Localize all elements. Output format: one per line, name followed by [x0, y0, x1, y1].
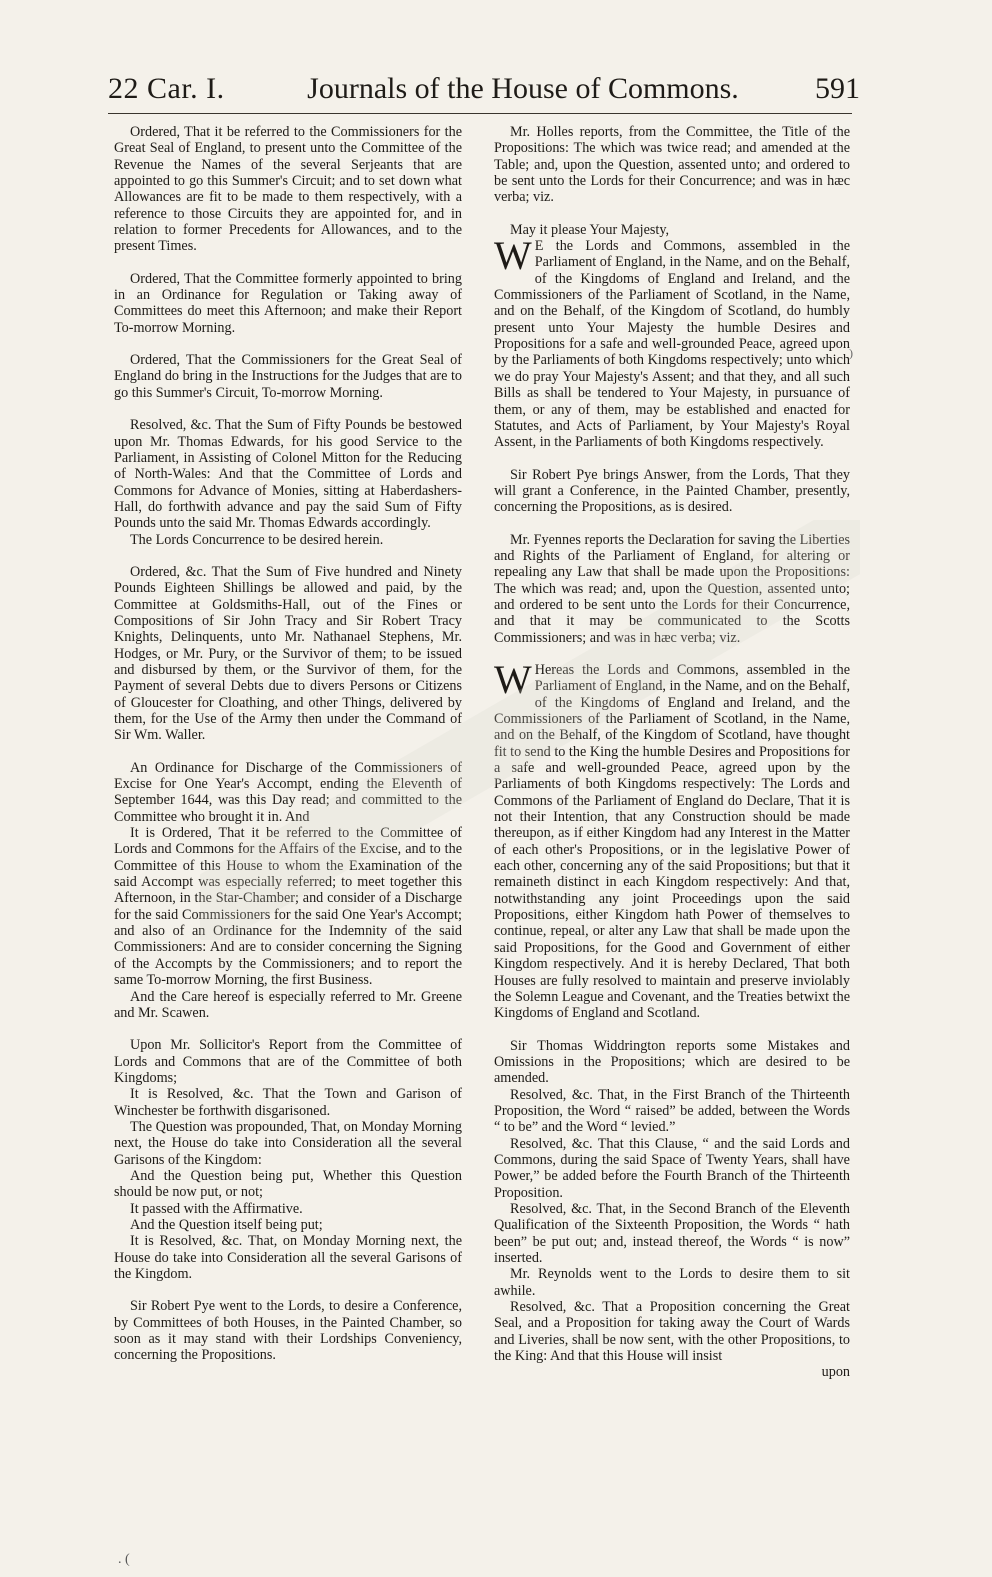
- left-entry: Sir Robert Pye went to the Lords, to desire a Conference, by Committees of both Houses, in the Painted Chamber, so soon as it may stand with their Lordships Conveniency, concerning the Propositions.: [114, 1298, 462, 1364]
- left-entry: It passed with the Affirmative.: [130, 1200, 303, 1217]
- left-entry: And the Question being put, Whether this Question should be now put, or not;: [114, 1167, 462, 1201]
- left-entry: Ordered, That the Commissioners for the Great Seal of England do bring in the Instructions for the Judges that are to go this Summer's Circuit, To-morrow Morning.: [114, 352, 462, 401]
- declaration-text: [494, 656, 850, 1022]
- left-entry: Ordered, &c. That the Sum of Five hundred and Ninety Pounds Eighteen Shillings be allowed and paid, by the Committee at Goldsmiths-Hall, out of the Fines or Compositions of Sir John Tracy and Sir Robert Tracy Knights, Delinquents, unto Mr. Nathanael Stephens, Mr. Hodges, or Mr. Pury, or the Survivor of them; to be issued and disbursed by them, or the Survivor of them, for the Payment of several Debts due to divers Persons or Citizens of Gloucester for Cloathing, and other Things, delivered by them, for the Use of the Army then under the Command of Sir Wm. Waller.: [114, 563, 462, 744]
- left-entry: It is Resolved, &c. That the Town and Garison of Winchester be forthwith disgarisoned.: [114, 1086, 462, 1119]
- margin-mark: ): [849, 346, 853, 360]
- left-column: [114, 124, 462, 1380]
- drop-cap: W: [494, 233, 532, 279]
- left-entry: Ordered, That it be referred to the Commissioners for the Great Seal of England, to present unto the Committee of the Revenue the Names of the several Serjeants that are appointed to go this Summer's Circuit; and to set down what Allowances are fit to be made to them respectively, with a reference to those Circuits they are appointed for, and in relation to former Precedents for Allowances, and to the present Times.: [114, 124, 462, 255]
- regnal-year: 22 Car. I.: [108, 72, 225, 105]
- catchword: upon: [821, 1364, 850, 1381]
- right-column: [494, 124, 850, 1381]
- left-entry: Ordered, That the Committee formerly appointed to bring in an Ordinance for Regulation or Taking away of Committees do meet this Afternoon; and make their Report To-morrow Morning.: [114, 270, 462, 336]
- left-entry: It is Ordered, That it be referred to the Committee of Lords and Commons for the Affairs of the Excise, and to the Committee of this House to whom the Examination of the said Accompt was especially referred; to meet together this Afternoon, in the Star-Chamber; and consider of a Discharge for the said Commissioners for the said One Year's Accompt; and also of an Ordinance for the Indemnity of the said Commissioners: And are to consider concerning the Signing of the Accompts by the Commissioners; and to report the same To-morrow Morning, the first Business.: [114, 825, 462, 989]
- declaration-body: Hereas the Lords and Commons, assembled in the Parliament of England, in the Name, and on the Behalf, of the Kingdoms of England and Ireland, and the Commissioners of the Parliament of Scotland, in the Name, and on the Behalf, of the Kingdom of Scotland, have thought fit to send to the King the humble Desires and Propositions for a safe and well-grounded Peace, agreed upon by the Parliaments of both Kingdoms respectively: The Lords and Commons of the Parliament of England do Declare, That it is not their Intention, that any Construction should be made thereupon, as if either Kingdom had any Interest in the Matter of each other's Propositions, or in the legislative Power of each other, concerning any of the said Propositions; but that it remaineth distinct in each Kingdom respectively: And that, notwithstanding any joint Proceedings upon the said Propositions, either Kingdom hath Power of themselves to continue, repeal, or alter any Law that shall be made upon the said Propositions, for the Good and Government of either Kingdom respectively. And it is hereby Declared, That both Houses are fully resolved to maintain and preserve inviolably the Solemn League and Covenant, and the Treaties betwixt the Kingdoms of England and Scotland.: [494, 661, 850, 1022]
- right-entry: Resolved, &c. That a Proposition concerning the Great Seal, and a Proposition for taking away the Court of Wards and Liveries, shall be now sent, with the other Propositions, to the King: And that this House will insist: [494, 1299, 850, 1365]
- left-entry: Resolved, &c. That the Sum of Fifty Pounds be bestowed upon Mr. Thomas Edwards, for his good Service to the Parliament, in Assisting of Colonel Mitton for the Reducing of North-Wales: And that the Committee of Lords and Commons for Advance of Monies, sitting at Haberdashers-Hall, do forthwith advance and pay the said Sum of Fifty Pounds unto the said Mr. Thomas Edwards accordingly.: [114, 417, 462, 532]
- right-entry: Mr. Holles reports, from the Committee, the Title of the Propositions: The which was twice read; and amended at the Table; and, upon the Question, assented unto; and ordered to be sent unto the Lords for their Concurrence; and was in hæc verba; viz.: [494, 124, 850, 206]
- right-entry: Sir Robert Pye brings Answer, from the Lords, That they will grant a Conference, in the Painted Chamber, presently, concerning the Propositions, as is desired.: [494, 466, 850, 516]
- left-entry: The Lords Concurrence to be desired herein.: [130, 531, 384, 548]
- right-entry: Resolved, &c. That, in the First Branch of the Thirteenth Proposition, the Word “ raised” be added, between the Words “ to be” and the Word “ levied.”: [494, 1086, 850, 1136]
- right-entry: Resolved, &c. That this Clause, “ and the said Lords and Commons, during the said Space of Twenty Years, shall have Power,” be added before the Fourth Branch of the Thirteenth Proposition.: [494, 1135, 850, 1201]
- page-number: 591: [815, 72, 860, 105]
- right-entry: Resolved, &c. That, in the Second Branch of the Eleventh Qualification of the Sixteenth Proposition, the Words “ hath been” be put out; and, instead thereof, the Words “ is now” inserted.: [494, 1200, 850, 1266]
- left-entry: Upon Mr. Sollicitor's Report from the Committee of Lords and Commons that are of the Committee of both Kingdoms;: [114, 1037, 462, 1086]
- salutation: May it please Your Majesty,: [510, 221, 670, 238]
- petition-text: [494, 233, 850, 451]
- right-entry: Mr. Fyennes reports the Declaration for saving the Liberties and Rights of the Parliament of England, for altering or repealing any Law that shall be made upon the Propositions: The which was read; and, upon the Question, assented unto; and ordered to be sent unto the Lords for their Concurrence, and that it may be communicated to the Scotts Commissioners; and was in hæc verba; viz.: [494, 531, 851, 646]
- header-rule: [108, 113, 852, 114]
- petition-body: E the Lords and Commons, assembled in the Parliament of England, in the Name, and on the Behalf, of the Kingdoms of England and Ireland, and the Commissioners of the Parliament of Scotland, in the Name, and on the Behalf, of the Kingdom of Scotland, do humbly present unto Your Majesty the humble Desires and Propositions for a safe and well-grounded Peace, agreed upon by the Parliaments of both Kingdoms respectively; unto which we do pray Your Majesty's Assent; and that they, and all such Bills as shall be tendered to Your Majesty, in pursuance of them, or any of them, may be established and enacted for Statutes, and Acts of Parliament, by Your Majesty's Royal Assent, in the Parliaments of both Kingdoms respectively.: [494, 238, 850, 451]
- page-header: [108, 72, 860, 116]
- footer-mark: . (: [118, 1552, 130, 1567]
- left-entry: And the Question itself being put;: [130, 1216, 323, 1233]
- left-entry: And the Care hereof is especially referred to Mr. Greene and Mr. Scawen.: [114, 988, 462, 1021]
- right-entry: Mr. Reynolds went to the Lords to desire them to sit awhile.: [494, 1266, 850, 1299]
- left-entry: It is Resolved, &c. That, on Monday Morning next, the House do take into Consideration all the several Garisons of the Kingdom.: [114, 1233, 462, 1282]
- left-entry: The Question was propounded, That, on Monday Morning next, the House do take into Consideration all the several Garisons of the Kingdom:: [114, 1118, 462, 1168]
- right-entry: Sir Thomas Widdrington reports some Mistakes and Omissions in the Propositions; which are desired to be amended.: [494, 1037, 850, 1087]
- left-entry: An Ordinance for Discharge of the Commissioners of Excise for One Year's Accompt, ending the Eleventh of September 1644, was this Day read; and committed to the Committee who brought it in. And: [114, 759, 462, 825]
- journal-title: Journals of the House of Commons.: [307, 72, 739, 105]
- drop-cap: W: [494, 656, 532, 702]
